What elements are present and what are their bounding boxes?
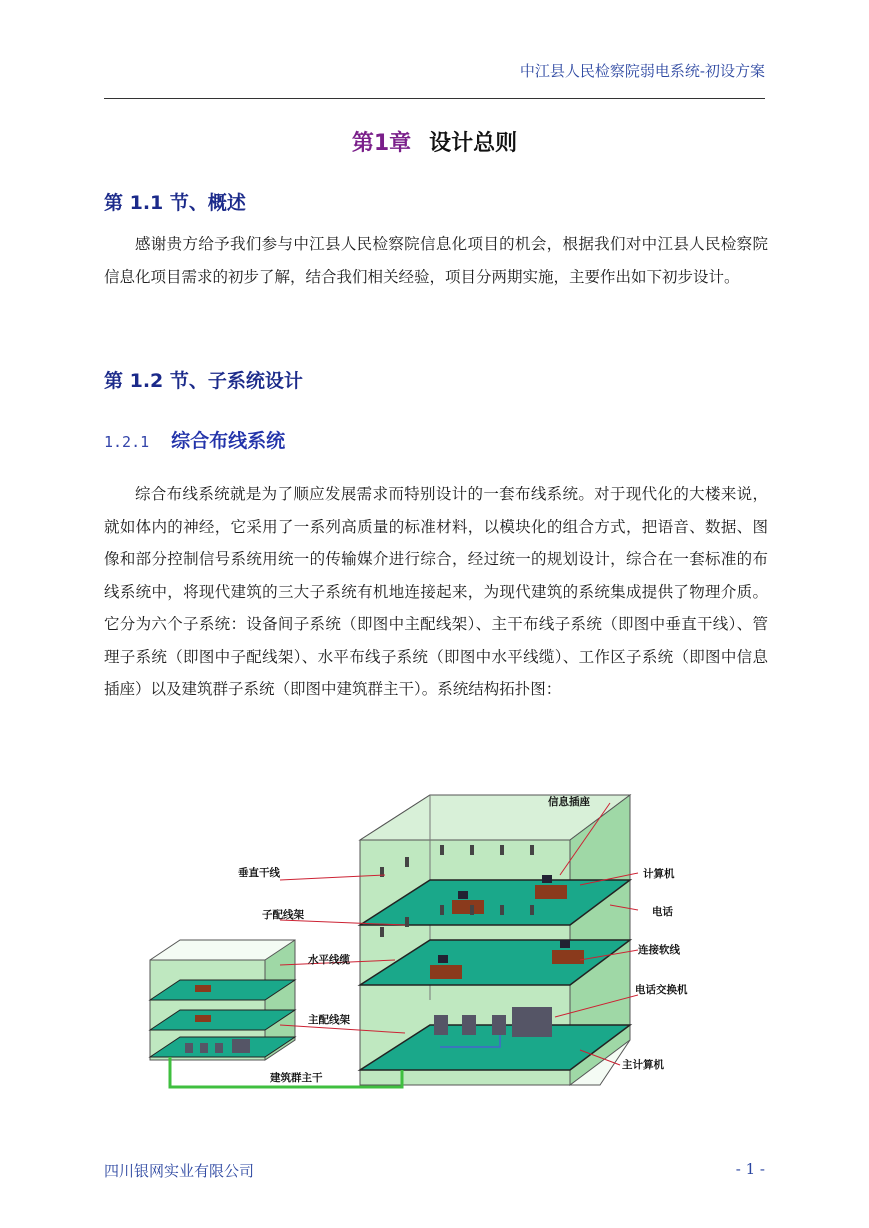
header-title: 中江县人民检察院弱电系统-初设方案 (519, 62, 765, 80)
label-horizontal-cable: 水平线缆 (308, 954, 350, 966)
section-1-2-heading: 第 1.2 节、子系统设计 (104, 370, 303, 392)
label-sub-frame: 子配线架 (262, 909, 304, 921)
cabling-topology-diagram (140, 785, 730, 1105)
subsection-number: 1.2.1 (104, 433, 150, 451)
chapter-number: 第1章 (351, 131, 412, 156)
chapter-title: 设计总则 (429, 131, 518, 156)
subsection-title: 综合布线系统 (171, 430, 286, 452)
label-campus-trunk: 建筑群主干 (270, 1072, 323, 1084)
chapter-heading (0, 126, 869, 157)
label-computer: 计算机 (643, 868, 675, 880)
section-1-1-heading: 第 1.1 节、概述 (104, 192, 246, 214)
section-1-2-1-heading (104, 426, 285, 453)
label-phone: 电话 (652, 906, 673, 918)
label-vertical-trunk: 垂直干线 (238, 867, 280, 879)
page-header (104, 60, 765, 99)
label-pbx: 电话交换机 (635, 984, 688, 996)
label-main-frame: 主配线架 (308, 1014, 350, 1026)
label-info-outlet: 信息插座 (548, 796, 590, 808)
page-footer (104, 1160, 765, 1181)
label-patch-cable: 连接软线 (638, 944, 680, 956)
page-number: - 1 - (735, 1160, 765, 1178)
label-host: 主计算机 (622, 1059, 664, 1071)
section-1-2-1-paragraph: 综合布线系统就是为了顺应发展需求而特别设计的一套布线系统。对于现代化的大楼来说，就如体内的神经，它采用了一系列高质量的标准材料，以模块化的组合方式，把语音、数据、图像和部分控制信号系统用统一的传输媒介进行综合，经过统一的规划设计，综合在一套标准的布线系统中，将现代建筑的三大子系统有机地连接起来，为现代建筑的系统集成提供了物理介质。它分为六个子系统：设备间子系统（即图中主配线架）、主干布线子系统（即图中垂直干线）、管理子系统（即图中子配线架）、水平布线子系统（即图中水平线缆）、工作区子系统（即图中信息插座）以及建筑群子系统（即图中建筑群主干）。系统结构拓扑图： (104, 485, 768, 698)
section-1-1-paragraph: 感谢贵方给予我们参与中江县人民检察院信息化项目的机会，根据我们对中江县人民检察院信息化项目需求的初步了解，结合我们相关经验，项目分两期实施，主要作出如下初步设计。 (104, 235, 768, 286)
footer-company: 四川银网实业有限公司 (104, 1162, 255, 1180)
